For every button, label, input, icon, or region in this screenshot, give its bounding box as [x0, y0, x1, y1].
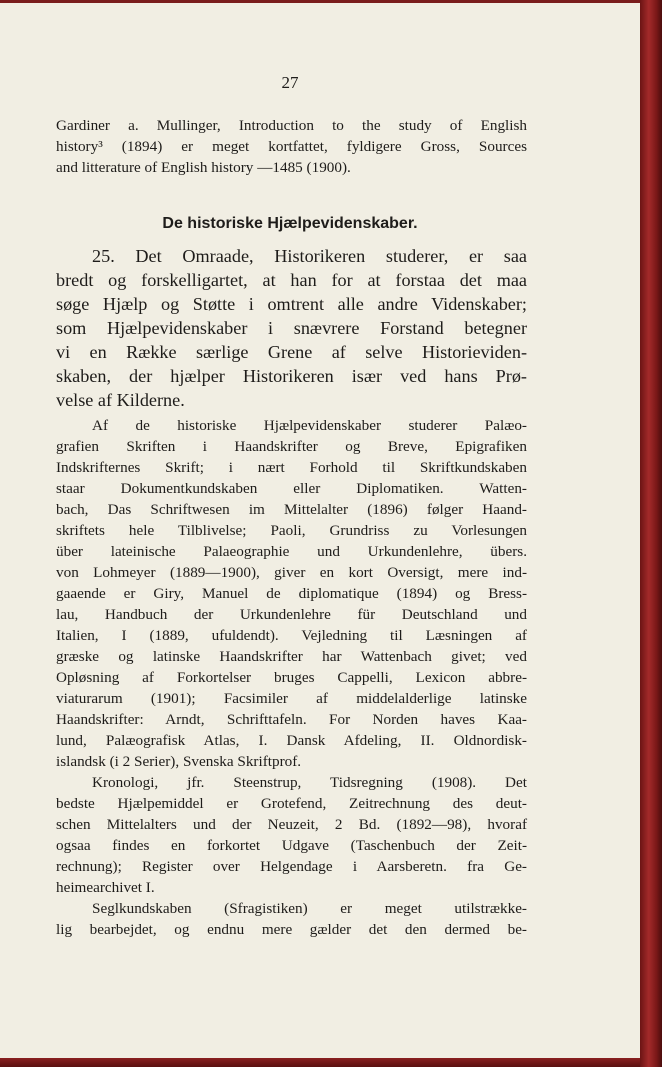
text-line: vi en Række særlige Grene af selve Historieviden-	[56, 342, 527, 362]
text-line: 25. Det Omraade, Historikeren studerer, er saa	[92, 246, 527, 266]
book-bottom-edge	[0, 1058, 640, 1067]
text-line: heimearchivet I.	[56, 879, 155, 896]
text-line: lund, Palæografisk Atlas, I. Dansk Afdeling, II. Oldnordisk-	[56, 732, 527, 749]
text-line: Af de historiske Hjælpevidenskaber studerer Palæo-	[92, 417, 527, 434]
text-line: staar Dokumentkundskaben eller Diplomatiken. Watten-	[56, 480, 527, 497]
text-line: Kronologi, jfr. Steenstrup, Tidsregning (1908). Det	[92, 774, 527, 791]
text-line: græske og latinske Haandskrifter har Wattenbach givet; ved	[56, 648, 527, 665]
text-line: Seglkundskaben (Sfragistiken) er meget utilstrække-	[92, 900, 527, 917]
text-line: lig bearbejdet, og endnu mere gælder det den dermed be-	[56, 921, 527, 938]
text-line: islandsk (i 2 Serier), Svenska Skriftprof.	[56, 753, 302, 770]
text-line: lau, Handbuch der Urkundenlehre für Deutschland und	[56, 606, 527, 623]
text-line: Indskrifternes Skrift; i nært Forhold til Skriftkundskaben	[56, 459, 527, 476]
text-line: schen Mittelalters und der Neuzeit, 2 Bd. (1892—98), hvoraf	[56, 816, 527, 833]
text-line: rechnung); Register over Helgendage i Aarsberetn. fra Ge-	[56, 858, 527, 875]
text-line: über lateinische Palaeographie und Urkundenlehre, übers.	[56, 543, 527, 560]
text-line: bedste Hjælpemiddel er Grotefend, Zeitrechnung des deut-	[56, 795, 527, 812]
text-line: ogsaa findes en forkortet Udgave (Taschenbuch der Zeit-	[56, 837, 527, 854]
text-line: Italien, I (1889, ufuldendt). Vejledning til Læsningen af	[56, 627, 527, 644]
section-heading: De historiske Hjælpevidenskaber.	[162, 215, 418, 232]
page-number: 27	[281, 73, 299, 92]
text-line: bach, Das Schriftwesen im Mittelalter (1896) følger Haand-	[56, 501, 527, 518]
text-line: gaaende er Giry, Manuel de diplomatique (1894) og Bress-	[56, 585, 527, 602]
text-line: søge Hjælp og Støtte i omtrent alle andre Videnskaber;	[56, 294, 527, 314]
book-binding-edge	[640, 0, 662, 1067]
text-line: som Hjælpevidenskaber i snævrere Forstand betegner	[56, 318, 527, 338]
text-line: bredt og forskelligartet, at han for at forstaa det maa	[56, 270, 527, 290]
text-line: viaturarum (1901); Facsimiler af middelalderlige latinske	[56, 690, 527, 707]
text-line: skaben, der hjælper Historikeren især ved hans Prø-	[56, 366, 527, 386]
text-line: skriftets hele Tilblivelse; Paoli, Grundriss zu Vorlesungen	[56, 522, 527, 539]
text-line: Opløsning af Forkortelser bruges Cappelli, Lexicon abbre-	[56, 669, 527, 686]
text-line: velse af Kilderne.	[56, 390, 185, 410]
text-line: history³ (1894) er meget kortfattet, fyldigere Gross, Sources	[56, 138, 527, 155]
text-line: von Lohmeyer (1889—1900), giver en kort Oversigt, mere ind-	[56, 564, 527, 581]
text-line: grafien Skriften i Haandskrifter og Breve, Epigrafiken	[56, 438, 527, 455]
text-line: Haandskrifter: Arndt, Schrifttafeln. For Norden haves Kaa-	[56, 711, 527, 728]
text-line: and litterature of English history —1485 (1900).	[56, 159, 351, 176]
text-line: Gardiner a. Mullinger, Introduction to the study of English	[56, 117, 527, 134]
